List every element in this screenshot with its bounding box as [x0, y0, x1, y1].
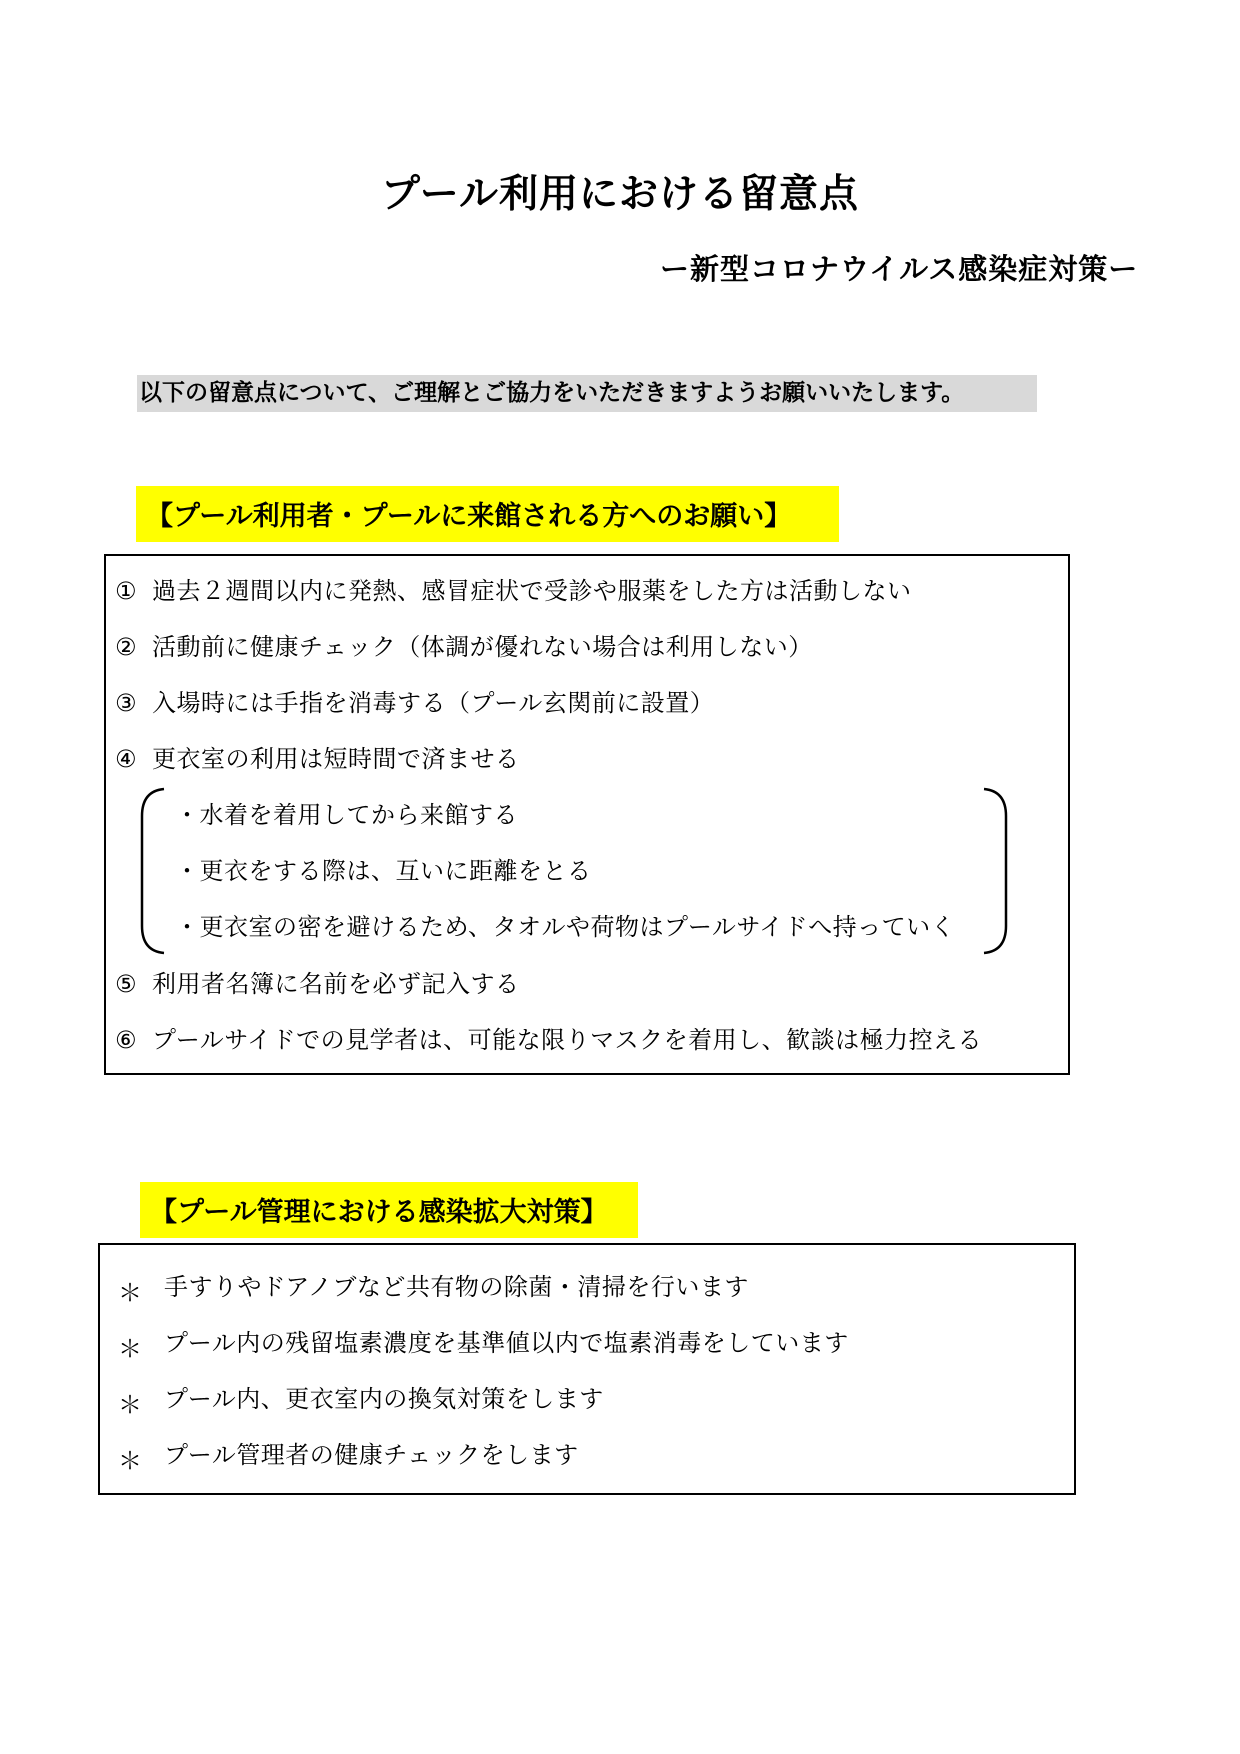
item-number: ③: [115, 689, 138, 717]
item-number: ⑤: [115, 970, 138, 998]
sub-list-item: ・更衣をする際は、互いに距離をとる: [175, 857, 592, 885]
left-bracket-icon: [138, 786, 168, 956]
list-item: プール内、更衣室内の換気対策をします: [164, 1385, 604, 1413]
list-item: 手すりやドアノブなど共有物の除菌・清掃を行います: [164, 1273, 749, 1301]
page-subtitle: ー新型コロナウイルス感染症対策ー: [660, 252, 1139, 286]
item-number: ⑥: [115, 1026, 138, 1054]
asterisk-bullet: ＊: [118, 1391, 142, 1419]
section2-header: 【プール管理における感染拡大対策】: [140, 1182, 638, 1238]
item-number: ②: [115, 633, 138, 661]
list-item: [115, 744, 520, 774]
page-title: プール利用における留意点: [380, 172, 860, 217]
item-text: 過去２週間以内に発熱、感冒症状で受診や服薬をした方は活動しない: [152, 577, 912, 605]
list-item: [115, 969, 520, 999]
right-bracket-icon: [980, 786, 1010, 956]
item-text: 利用者名簿に名前を必ず記入する: [152, 970, 520, 998]
list-item: [115, 576, 912, 606]
item-text: プールサイドでの見学者は、可能な限りマスクを着用し、歓談は極力控える: [152, 1026, 983, 1054]
sub-list-item: ・水着を着用してから来館する: [175, 801, 518, 829]
list-item: プール内の残留塩素濃度を基準値以内で塩素消毒をしています: [164, 1329, 849, 1357]
item-text: 更衣室の利用は短時間で済ませる: [152, 745, 520, 773]
list-item: [115, 688, 714, 718]
list-item: [115, 1025, 982, 1055]
item-number: ①: [115, 577, 138, 605]
asterisk-bullet: ＊: [118, 1279, 142, 1307]
sub-list-item: ・更衣室の密を避けるため、タオルや荷物はプールサイドへ持っていく: [175, 913, 956, 941]
asterisk-bullet: ＊: [118, 1335, 142, 1363]
item-text: 活動前に健康チェック（体調が優れない場合は利用しない）: [152, 633, 813, 661]
item-text: 入場時には手指を消毒する（プール玄関前に設置）: [152, 689, 715, 717]
intro-text: 以下の留意点について、ご理解とご協力をいただきますようお願いいたします。: [137, 375, 1037, 412]
section1-header: 【プール利用者・プールに来館される方へのお願い】: [136, 486, 839, 542]
asterisk-bullet: ＊: [118, 1447, 142, 1475]
item-number: ④: [115, 745, 138, 773]
list-item: プール管理者の健康チェックをします: [164, 1441, 579, 1469]
list-item: [115, 632, 813, 662]
